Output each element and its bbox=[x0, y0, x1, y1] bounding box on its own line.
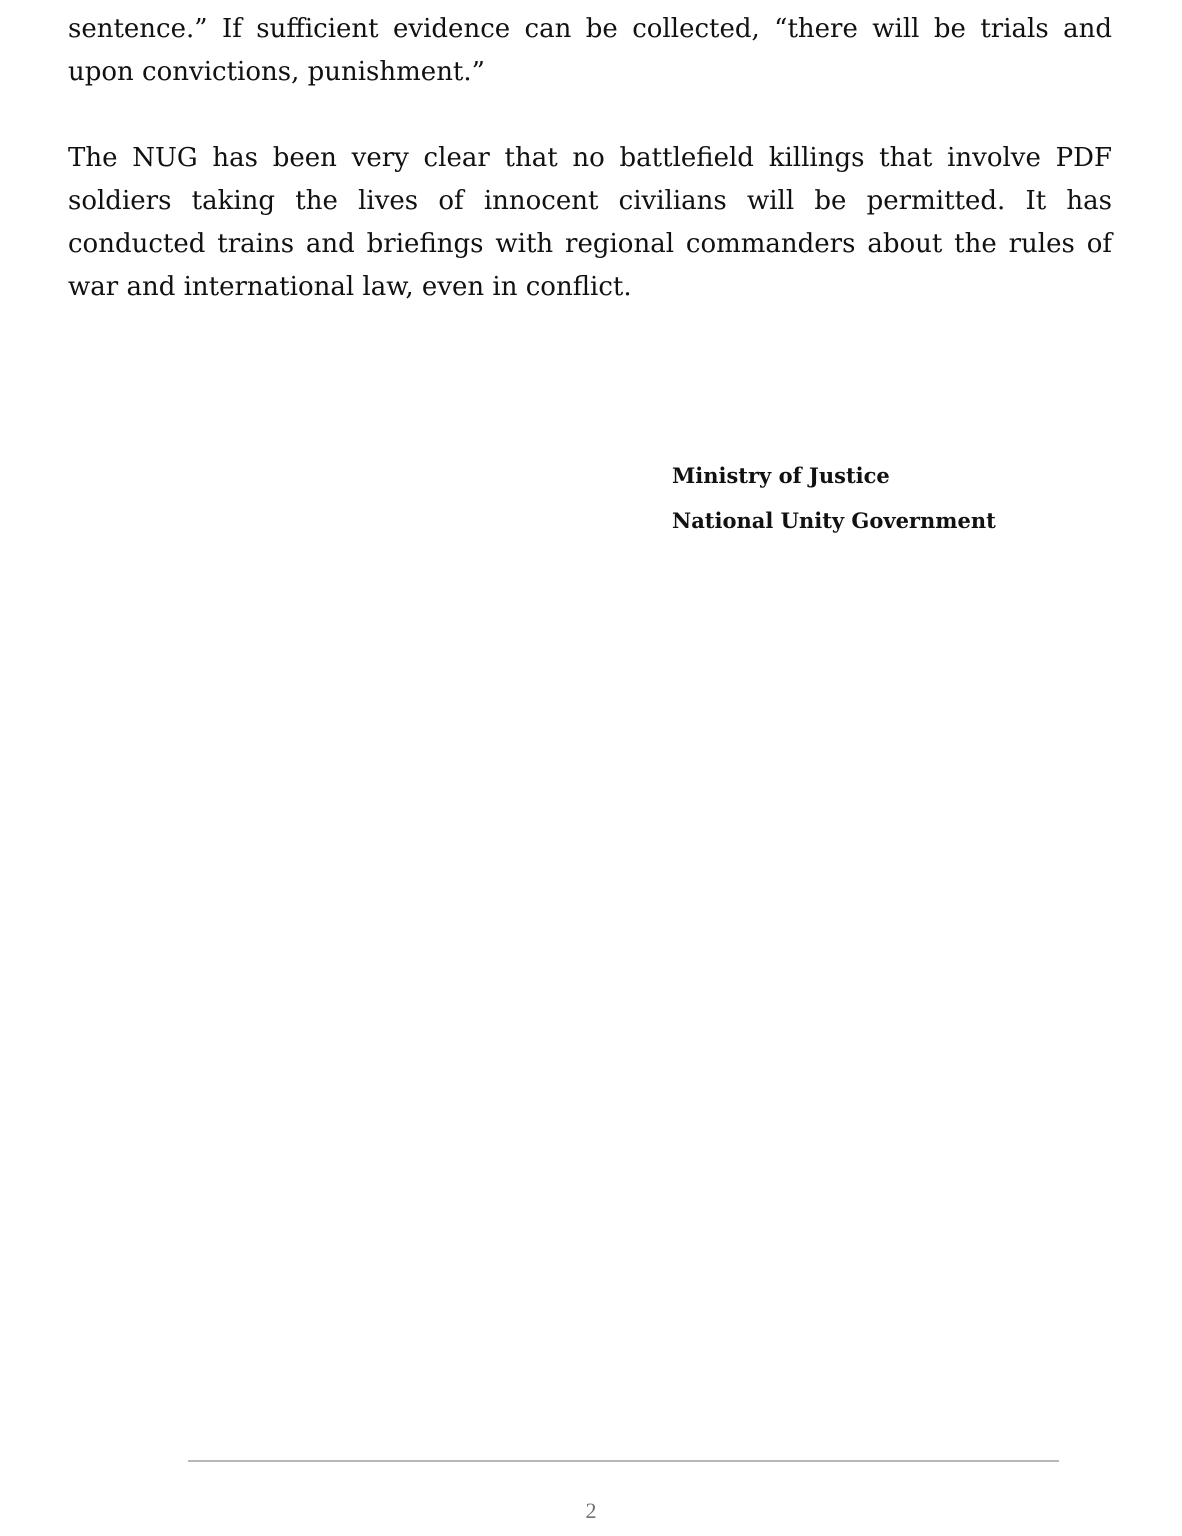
signature-ministry: Ministry of Justice bbox=[672, 463, 890, 488]
footer-divider bbox=[188, 1460, 1059, 1462]
body-paragraph-2: The NUG has been very clear that no battlefield killings that involve PDF soldiers taking the lives of innocent civilians will be permitted. It has conducted trains and briefings with regional commanders about the rules of war and international law, even in conflict. bbox=[68, 143, 1112, 302]
signature-government: National Unity Government bbox=[672, 508, 996, 533]
page-number: 2 bbox=[585, 1498, 597, 1523]
signature-block bbox=[672, 462, 996, 535]
body-paragraph-1: sentence.” If sufficient evidence can be collected, “there will be trials and upon convictions, punishment.” bbox=[68, 14, 1112, 87]
